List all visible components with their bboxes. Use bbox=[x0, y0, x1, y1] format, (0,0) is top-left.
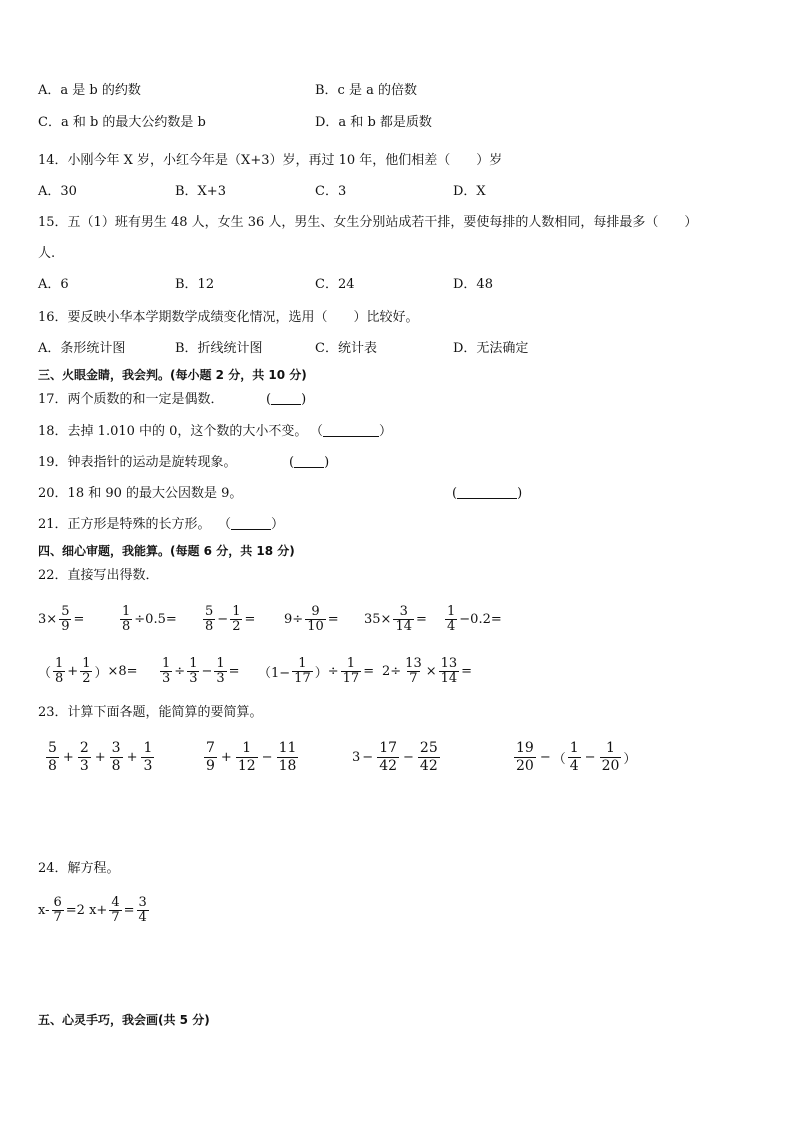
paren-open: ( bbox=[289, 455, 295, 470]
section3-title: 三、火眼金睛，我会判。(每小题 2 分，共 10 分) bbox=[38, 368, 307, 382]
q22-expr-6: $\frac{1}{4}$ −0.2= bbox=[447, 604, 502, 634]
q23-expr-4: $\frac{19}{20}$ − （ $\frac{1}{4}$ − $\frac{1}{20}$ ） bbox=[516, 740, 637, 774]
q19-answer-blank[interactable] bbox=[289, 454, 329, 472]
paren-open: （ bbox=[218, 517, 232, 532]
q21-answer-blank[interactable] bbox=[218, 516, 284, 534]
q14-option-b[interactable]: B．X+3 bbox=[175, 184, 226, 199]
q20-answer-blank[interactable] bbox=[452, 485, 522, 503]
paren-open: ( bbox=[266, 392, 272, 407]
q22-expr-7: （ $\frac{1}{8}$ + $\frac{1}{2}$ ） ×8= bbox=[38, 656, 138, 686]
q18-answer-blank[interactable] bbox=[310, 423, 392, 441]
q15-option-c[interactable]: C．24 bbox=[315, 277, 355, 292]
q21-text: 21．正方形是特殊的长方形。 bbox=[38, 517, 211, 532]
q22-expr-10: 2÷ $\frac{13}{7}$ × $\frac{13}{14}$ = bbox=[382, 656, 473, 686]
paren-open: （ bbox=[310, 424, 324, 439]
q16-option-b[interactable]: B．折线统计图 bbox=[175, 341, 263, 356]
q13-option-d[interactable]: D．a 和 b 都是质数 bbox=[315, 115, 432, 130]
q14-option-c[interactable]: C．3 bbox=[315, 184, 347, 199]
q16-option-c[interactable]: C．统计表 bbox=[315, 341, 377, 356]
q19-text: 19．钟表指针的运动是旋转现象。 bbox=[38, 455, 237, 470]
q15-stem-cont: 人. bbox=[38, 246, 56, 261]
q23-expr-2: $\frac{7}{9}$ + $\frac{1}{12}$ − $\frac{11}{18}$ bbox=[206, 740, 297, 774]
paren-open: ( bbox=[452, 486, 458, 501]
paren-close: ) bbox=[324, 455, 330, 470]
q23-expr-3: 3 − $\frac{17}{42}$ − $\frac{25}{42}$ bbox=[352, 740, 438, 774]
q22-text: 22．直接写出得数． bbox=[38, 568, 159, 583]
paren-close: ) bbox=[517, 486, 523, 501]
q22-expr-9: （1− $\frac{1}{17}$ ） ÷ $\frac{1}{17}$ = bbox=[258, 656, 375, 686]
q20-text: 20．18 和 90 的最大公因数是 9。 bbox=[38, 486, 243, 501]
q15-option-a[interactable]: A．6 bbox=[38, 277, 69, 292]
paren-close: ） bbox=[271, 517, 285, 532]
q22-expr-1: 3 × $\frac{5}{9}$ = bbox=[38, 604, 85, 634]
q13-option-b[interactable]: B．c 是 a 的倍数 bbox=[315, 83, 417, 98]
q13-option-a[interactable]: A．a 是 b 的约数 bbox=[38, 83, 141, 98]
q17-text: 17．两个质数的和一定是偶数． bbox=[38, 392, 224, 407]
q15-option-d[interactable]: D．48 bbox=[453, 277, 493, 292]
q15-stem: 15．五（1）班有男生 48 人，女生 36 人，男生、女生分别站成若干排，要使每排的人数相同，每排最多（ ） bbox=[38, 215, 698, 230]
q23-expr-1: $\frac{5}{8}$ + $\frac{2}{3}$ + $\frac{3}{8}$ + $\frac{1}{3}$ bbox=[48, 740, 153, 774]
q23-text: 23．计算下面各题，能简算的要简算。 bbox=[38, 705, 263, 720]
q22-expr-3: $\frac{5}{8}$ − $\frac{1}{2}$ = bbox=[205, 604, 256, 634]
q22-expr-5: 35 × $\frac{3}{14}$ = bbox=[364, 604, 427, 634]
section5-title: 五、心灵手巧，我会画(共 5 分) bbox=[38, 1013, 210, 1027]
q24-equation: x- $\frac{6}{7}$ =2 x+ $\frac{4}{7}$ = $\frac{3}{4}$ bbox=[38, 895, 147, 925]
q13-option-c[interactable]: C．a 和 b 的最大公约数是 b bbox=[38, 115, 206, 130]
paren-close: ） bbox=[379, 424, 393, 439]
q16-option-d[interactable]: D．无法确定 bbox=[453, 341, 529, 356]
q24-text: 24．解方程。 bbox=[38, 861, 120, 876]
q22-expr-2: $\frac{1}{8}$ ÷0.5= bbox=[122, 604, 177, 634]
q16-stem: 16．要反映小华本学期数学成绩变化情况，选用（ ）比较好。 bbox=[38, 310, 419, 325]
q16-option-a[interactable]: A．条形统计图 bbox=[38, 341, 126, 356]
q15-option-b[interactable]: B．12 bbox=[175, 277, 215, 292]
q22-expr-8: $\frac{1}{3}$ ÷ $\frac{1}{3}$ − $\frac{1}{3}$ = bbox=[162, 656, 240, 686]
paren-close: ) bbox=[301, 392, 307, 407]
q17-answer-blank[interactable] bbox=[266, 391, 306, 409]
q14-option-a[interactable]: A．30 bbox=[38, 184, 77, 199]
q14-stem: 14．小刚今年 X 岁，小红今年是（X+3）岁，再过 10 年，他们相差（ ）岁 bbox=[38, 153, 503, 168]
q18-text: 18．去掉 1.010 中的 0，这个数的大小不变。 bbox=[38, 424, 308, 439]
q14-option-d[interactable]: D．X bbox=[453, 184, 486, 199]
q22-expr-4: 9 ÷ $\frac{9}{10}$ = bbox=[284, 604, 339, 634]
section4-title: 四、细心审题，我能算。(每题 6 分，共 18 分) bbox=[38, 544, 295, 558]
